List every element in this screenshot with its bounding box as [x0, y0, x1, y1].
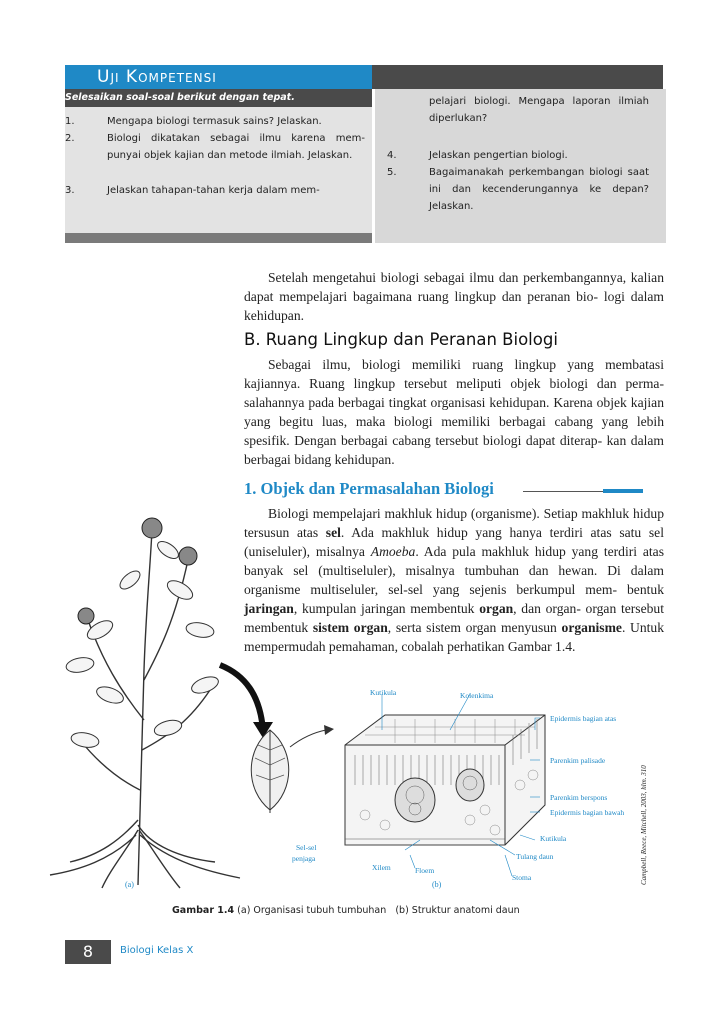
text-run: . Ada makhluk hidup yang hanya terdiri atas satu sel (uniseluler), misalnya	[244, 525, 664, 559]
uk-question-3	[65, 182, 365, 199]
uk-question-text: Jelaskan pengertian biologi.	[429, 150, 568, 161]
page-number: 8	[82, 942, 94, 961]
label-tulang-daun: Tulang daun	[516, 852, 554, 861]
uk-title: Uji Kompetensi	[97, 67, 217, 87]
figure-caption	[172, 905, 520, 916]
label-floem: Floem	[415, 866, 435, 875]
uk-question-4	[387, 147, 649, 164]
term-sel: sel	[325, 525, 341, 540]
section-b-heading: B. Ruang Lingkup dan Peranan Biologi	[244, 330, 558, 349]
term-organisme: organisme	[561, 620, 622, 635]
uk-question-continuation	[387, 93, 649, 127]
uk-continuation-text: pelajari biologi. Mengapa laporan ilmiah diperlukan?	[429, 96, 649, 124]
label-stoma: Stoma	[512, 873, 532, 882]
label-parenkim-bersponds: Parenkim berspons	[550, 793, 608, 802]
section-1-text	[244, 504, 664, 656]
intro-text: Setelah mengetahui biologi sebagai ilmu dan perkembangannya, kalian dapat mempelajari bagaimana ruang lingkup dan peranan bio- logi dalam kehidupan.	[244, 270, 664, 323]
book-title: Biologi Kelas X	[120, 945, 194, 956]
term-sistem-organ: sistem organ	[312, 620, 388, 635]
uk-question-text: Biologi dikatakan sebagai ilmu karena mem- punyai objek kajian dan metode ilmiah. Jelaskan.	[107, 133, 365, 161]
text-run: , dan organ- organ tersebut membentuk	[244, 601, 665, 635]
uk-question-number: 3.	[65, 185, 75, 196]
heading-accent-bar	[603, 489, 643, 493]
caption-part-a: (a) Organisasi tubuh tumbuhan	[234, 905, 387, 916]
figure-credit: Campbell, Reece, Mitchell, 2003, hlm. 310	[640, 765, 648, 885]
uk-question-number: 2.	[65, 133, 75, 144]
uk-question-text: Jelaskan tahapan-tahan kerja dalam mem-	[107, 185, 320, 196]
text-run: , kumpulan jaringan membentuk	[293, 601, 480, 616]
term-amoeba: Amoeba	[370, 544, 416, 559]
uji-kompetensi-box	[65, 65, 663, 243]
text-run: . Untuk mempermudah pemahaman, cobalah perhatikan Gambar 1.4.	[244, 620, 665, 654]
section-1-heading: 1. Objek dan Permasalahan Biologi	[244, 479, 494, 498]
uk-question-number: 5.	[387, 167, 397, 178]
uk-question-text: Mengapa biologi termasuk sains? Jelaskan.	[107, 116, 322, 127]
uk-question-1	[65, 113, 365, 130]
text-run: Biologi mempelajari makhluk hidup (organisme). Setiap makhluk hidup tersusun atas	[244, 506, 664, 540]
section-b-body	[244, 355, 664, 469]
label-b: (b)	[432, 880, 442, 889]
label-sel-penjaga-1: Sel-sel	[296, 843, 317, 852]
uk-question-2	[65, 130, 365, 164]
label-epidermis-bawah: Epidermis bagian bawah	[550, 808, 625, 817]
label-sel-penjaga-2: penjaga	[292, 854, 316, 863]
caption-number: Gambar 1.4	[172, 905, 235, 916]
label-a: (a)	[125, 880, 134, 889]
uk-question-5	[387, 164, 649, 215]
label-parenkim-palisade: Parenkim palisade	[550, 756, 606, 765]
label-kutikula-top: Kutikula	[370, 688, 397, 697]
uk-bottom-bar	[65, 233, 372, 243]
section-1-body	[244, 504, 664, 656]
section-b-text: Sebagai ilmu, biologi memiliki ruang lingkup yang membatasi kajiannya. Ruang lingkup tersebut meliputi objek biologi dan perma- salahannya pada berbagai tingkat organisasi kehidupan. Karena objek kajian yang begitu luas, maka biologi memiliki berbagai cabang yang lebih spesifik. Dengan berbagai cabang tersebut biologi dapat diterap- kan dalam berbagai bidang kehidupan.	[244, 357, 664, 467]
text-run: , serta sistem organ menyusun	[387, 620, 562, 635]
uk-question-number: 1.	[65, 116, 75, 127]
term-organ: organ	[479, 601, 514, 616]
heading-rule	[523, 491, 603, 492]
term-jaringan: jaringan	[244, 601, 294, 616]
label-xilem: Xilem	[372, 863, 391, 872]
uk-intro: Selesaikan soal-soal berikut dengan tepat.	[65, 92, 295, 103]
intro-paragraph	[244, 268, 664, 325]
label-kutikula-bottom: Kutikula	[540, 834, 567, 843]
uk-question-number: 4.	[387, 150, 397, 161]
label-kolenkima: Kolenkima	[460, 691, 494, 700]
text-run: . Ada pula makhluk hidup yang terdiri atas banyak sel (multiseluler), misalnya tumbuhan dan hewan. Di dalam organisme multiseluler, sel-sel yang sejenis berkumpul mem- bentuk	[244, 544, 664, 597]
caption-part-b: (b) Struktur anatomi daun	[395, 905, 520, 916]
uk-question-text: Bagaimanakah perkembangan biologi saat ini dan kecenderungannya ke depan? Jelaskan.	[429, 167, 649, 212]
label-epidermis-atas: Epidermis bagian atas	[550, 714, 617, 723]
